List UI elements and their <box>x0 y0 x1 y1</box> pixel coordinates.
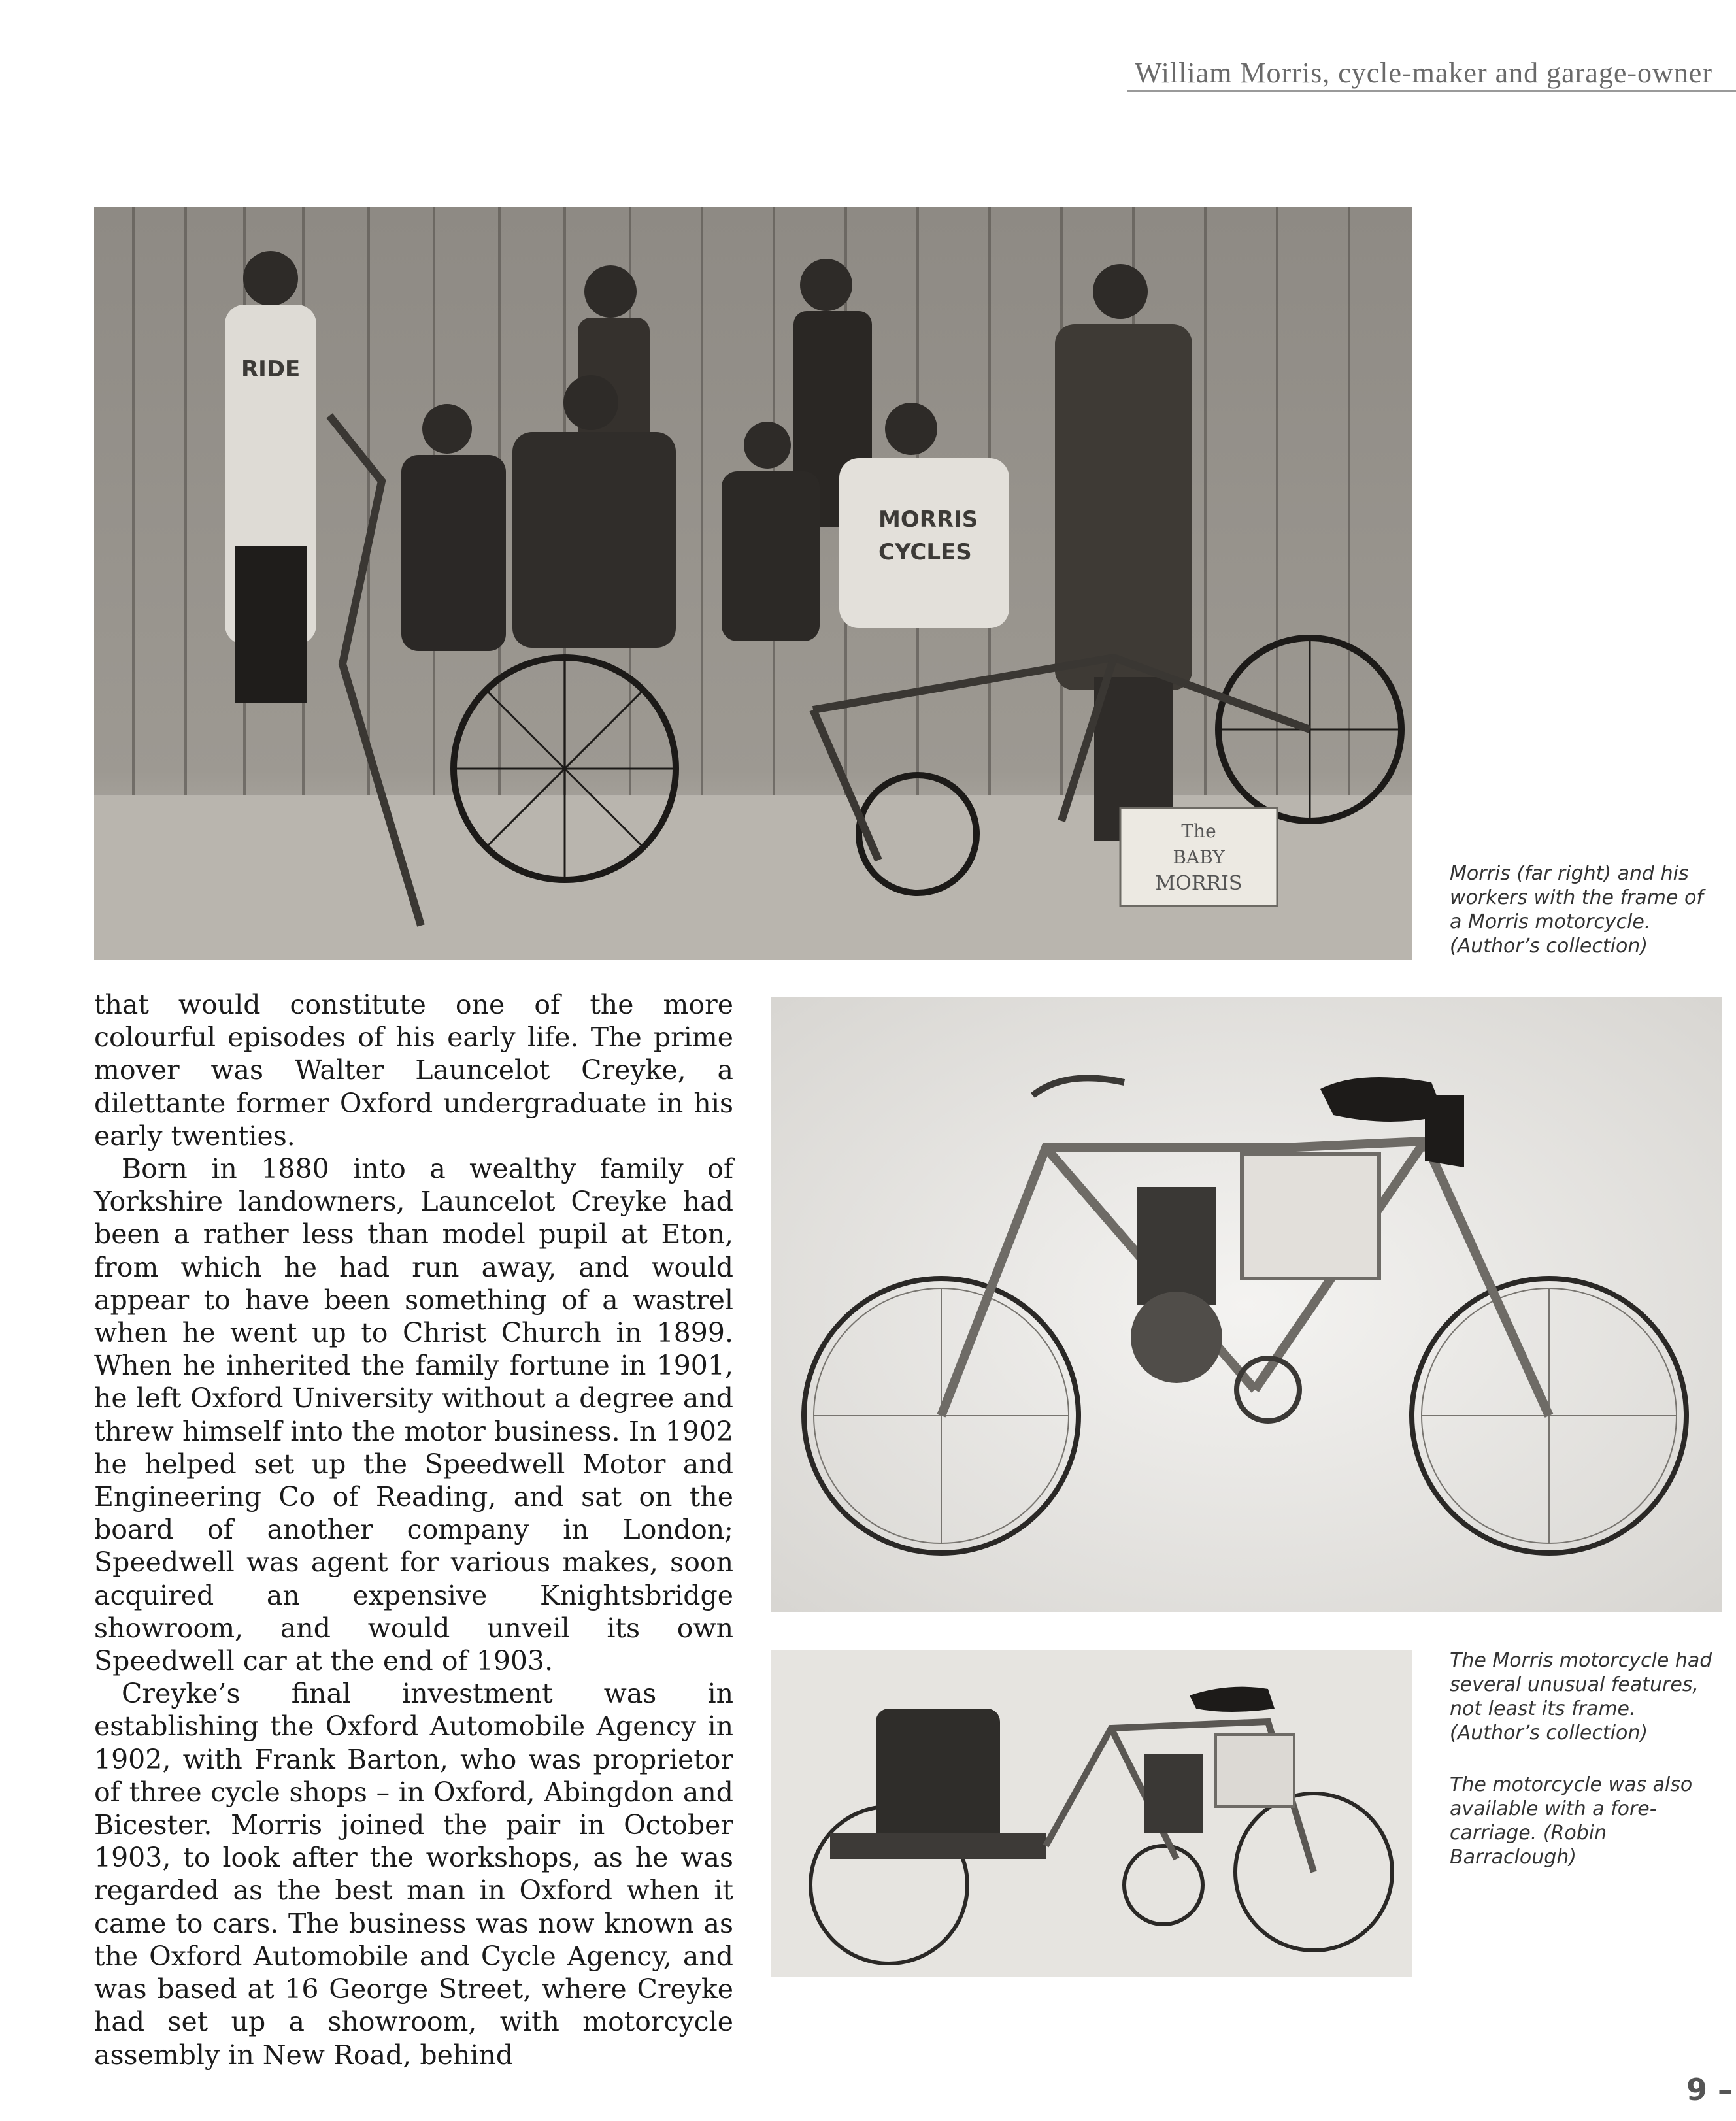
body-text <box>94 988 733 2071</box>
page-number: 9 – <box>1686 2072 1733 2107</box>
paragraph: Creyke’s final investment was in establishing the Oxford Automobile Agency in 1902, with Frank Barton, who was proprietor of three cycle shops – in Oxford, Abingdon and Bicester. Morris joined the pair in October 1903, to look after the workshops, as he was regarded as the best man in Oxford when it came to cars. The business was now known as the Oxford Automobile and Cycle Agency, and was based at 16 George Street, where Creyke had set up a showroom, with motorcycle assembly in New Road, behind <box>94 1678 733 2071</box>
paragraph: Born in 1880 into a wealthy family of Yorkshire landowners, Launcelot Creyke had been a rather less than model pupil at Eton, from which he had run away, and would appear to have been something of a wastrel when he went up to Christ Church in 1899. When he inherited the family fortune in 1901, he left Oxford University without a degree and threw himself into the motor business. In 1902 he helped set up the Speedwell Motor and Engineering Co of Reading, and sat on the board of another company in London; Speedwell was agent for various makes, soon acquired an expensive Knightsbridge showroom, and would unveil its own Speedwell car at the end of 1903. <box>94 1153 733 1677</box>
caption-workers: Morris (far right) and his workers with the frame of a Morris motorcycle. (Author’s collection) <box>1450 862 1703 958</box>
motorcycle-photo <box>771 997 1722 1612</box>
caption-motorcycle: The Morris motorcycle had several unusual features, not least its frame. (Author’s collection) <box>1450 1649 1712 1745</box>
sign-text-1: The <box>1181 820 1216 842</box>
sweater-text-1: RIDE <box>241 356 301 382</box>
workers-photo <box>94 207 1412 960</box>
sweater-text-2: MORRIS <box>878 507 978 533</box>
caption-forecarriage: The motorcycle was also available with a fore-carriage. (Robin Barraclough) <box>1450 1773 1693 1869</box>
paragraph: that would constitute one of the more colourful episodes of his early life. The prime mover was Walter Launcelot Creyke, a dilettante former Oxford undergraduate in his early twenties. <box>94 989 733 1152</box>
header-rule <box>1127 90 1736 92</box>
forecarriage-photo <box>771 1650 1412 1977</box>
running-head: William Morris, cycle-maker and garage-owner <box>1135 57 1712 89</box>
sign-text-3: MORRIS <box>1155 872 1243 895</box>
baby-morris-sign <box>1120 808 1277 906</box>
sweater-text-3: CYCLES <box>878 539 972 565</box>
sign-text-2: BABY <box>1173 846 1225 868</box>
